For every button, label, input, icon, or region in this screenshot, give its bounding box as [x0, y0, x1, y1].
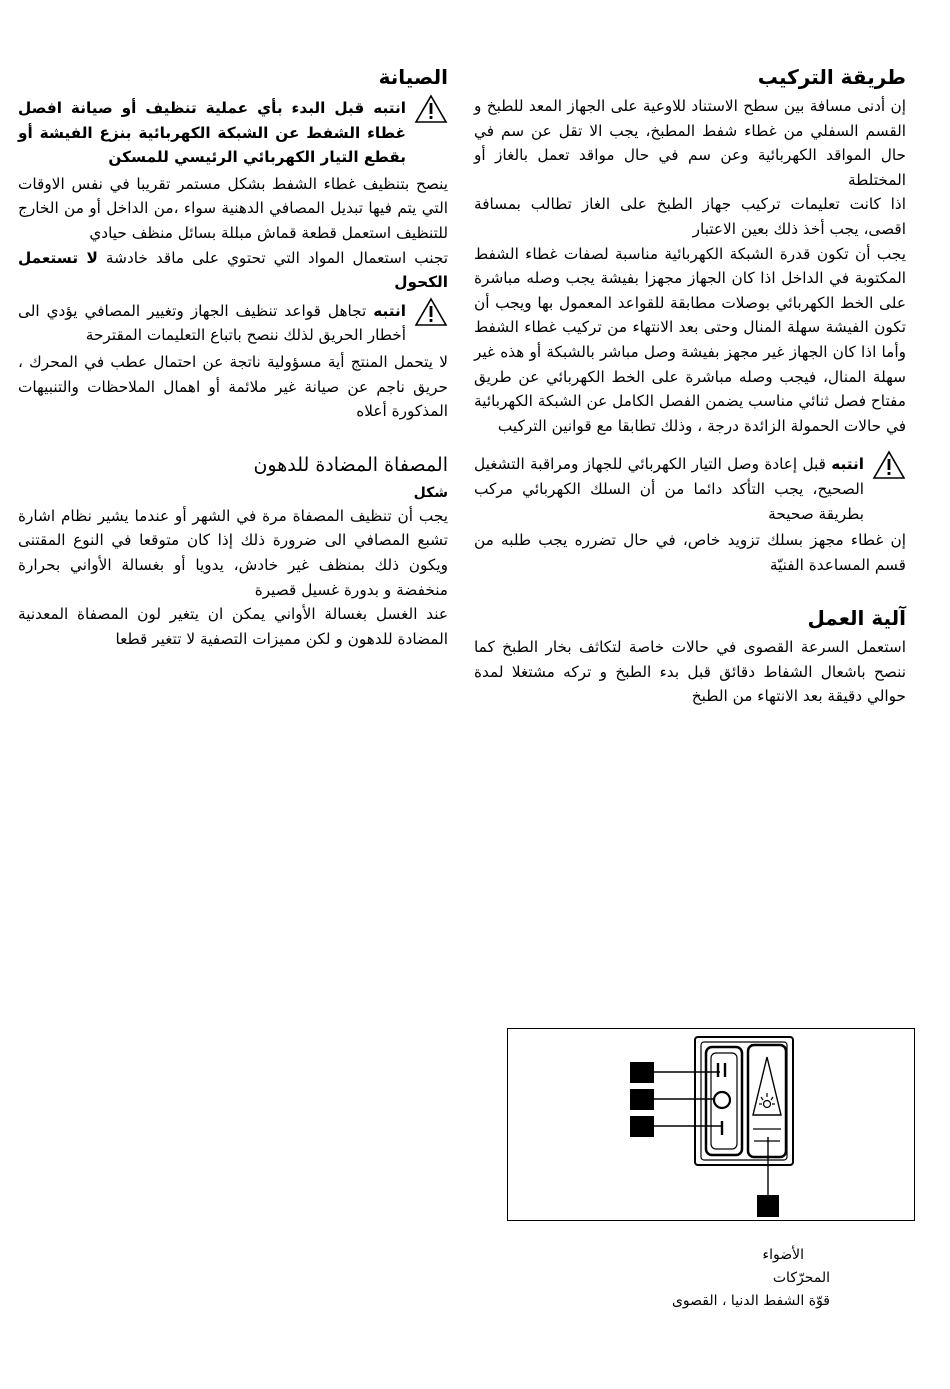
- grease-filter-subtitle: شكل: [413, 484, 448, 501]
- figure-captions: [560, 1244, 830, 1313]
- maintenance-para-2: [18, 246, 448, 295]
- caption-suction-power: قوّة الشفط الدنيا ، القصوى: [671, 1293, 830, 1309]
- warning-triangle-icon: [414, 94, 448, 124]
- installation-warning-label: انتبه: [831, 455, 864, 474]
- operation-title: آلية العمل: [807, 606, 906, 631]
- maintenance-warning-1: [18, 96, 448, 170]
- maintenance-para-3: لا يتحمل المنتج أية مسؤولية ناتجة عن احتمال عطب في المحرك ، حريق ناجم عن صيانة غير ملائمة أو اهمال الملاحظات والتنبيهات المذكورة أعلاه: [18, 352, 448, 421]
- control-panel-drawing: [508, 1029, 914, 1220]
- maintenance-warning-1-text: قبل البدء بأي عملية تنظيف أو صيانة افصل غطاء الشفط عن الشبكة الكهربائية بنزع الفيشة أو بقطع التيار الكهربائي الرئيسي للمسكن: [18, 99, 406, 167]
- installation-title: طريقة التركيب: [757, 65, 906, 89]
- maintenance-para-1: ينصح بتنظيف غطاء الشفط بشكل مستمر تقريبا في نفس الاوقات التي يتم فيها تبديل المصافي الدهنية سواء ،من الداخل أو من الخارج للتنظيف استعمل قطعة قماش مبللة بسائل منظف حيادي: [18, 174, 448, 242]
- warning-triangle-icon: [872, 450, 906, 480]
- caption-lights: الأضواء: [762, 1247, 804, 1263]
- maintenance-para-2-bold: لا تستعمل الكحول: [18, 248, 448, 292]
- maintenance-title: الصيانة: [378, 65, 448, 89]
- installation-para-1: إن أدنى مسافة بين سطح الاستناد للاوعية على الجهاز المعد للطبخ و القسم السفلي من غطاء شفط المطبخ، يجب الا تقل عن سم في حال المواقد الكهربائية وعن سم في حال مواقد تعمل بالغاز أو المختلطة: [474, 97, 906, 189]
- maintenance-warning-2-label: انتبه: [373, 301, 406, 320]
- left-column: [18, 58, 448, 651]
- installation-warning-text: قبل إعادة وصل التيار الكهربائي للجهاز ومراقبة التشغيل الصحيح، يجب التأكد دائما من أن السلك الكهربائي مركب بطريقة صحيحة: [474, 455, 864, 523]
- grease-filter-para-2: عند الغسل بغسالة الأواني يمكن ان يتغير لون المصفاة المعدنية المضادة للدهون و لكن مميزات التصفية لا تتغير قطعا: [18, 605, 448, 648]
- installation-warning: [474, 452, 906, 526]
- cable-note: إن غطاء مجهز بسلك تزويد خاص، في حال تضرره يجب طلبه من قسم المساعدة الفنيّة: [474, 531, 906, 574]
- maintenance-para-2-text: تجنب استعمال المواد التي تحتوي على ماقد خادشة: [105, 248, 448, 267]
- installation-para-2: اذا كانت تعليمات تركيب جهاز الطبخ على الغاز تطالب بمسافة اقصى، يجب أخذ ذلك بعين الاعتبار: [474, 195, 906, 238]
- grease-filter-para-1: يجب أن تنظيف المصفاة مرة في الشهر أو عندما يشير نظام اشارة تشبع المصافي الى ضرورة ذلك إذا كان متوقعا في النوع المقتنى ويكون ذلك بمنظف غير خادش، يدويا أو بغسالة الأواني بحرارة منخفضة و بدورة غسيل قصيرة: [18, 506, 448, 599]
- grease-filter-title: المصفاة المضادة للدهون: [253, 453, 448, 476]
- right-column: [474, 58, 906, 709]
- installation-para-3: يجب أن تكون قدرة الشبكة الكهربائية مناسبة لصفات غطاء الشفط المكتوبة في الداخل اذا كان الجهاز مجهزا بفيشة يجب وصله مباشرة على الخط الكهربائي بوصلات مطابقة للقواعد المعمول بها ويجب أن تكون الفيشة سهلة المنال وحتى بعد الانتهاء من تركيب غطاء الشفط وأما اذا كان الجهاز غير مجهز بفيشة وصل مباشر بالشبكة أو هذه غير سهلة المنال، فيجب وصله مباشرة على الخط الكهربائي عن طريق مفتاح فصل ثنائي مناسب يضمن الفصل الكامل عن الشبكة الكهربائية في حالات الحمولة الزائدة درجة ، وذلك تطابقا مع قوانين التركيب: [474, 244, 906, 435]
- maintenance-warning-1-label: انتبه: [373, 99, 407, 117]
- caption-motors: المحرّكات: [772, 1270, 830, 1286]
- control-panel-figure: [507, 1028, 915, 1221]
- maintenance-warning-2-text: تجاهل قواعد تنظيف الجهاز وتغيير المصافي يؤدي الى أخطار الحريق لذلك ننصح باتباع التعليمات المقترحة: [18, 301, 406, 345]
- warning-triangle-icon: [414, 297, 448, 327]
- operation-para-1: استعمل السرعة القصوى في حالات خاصة لتكاثف بخار الطبخ كما ننصح باشعال الشفاط دقائق قبل بدء الطبخ و تركه مشتغلا لمدة حوالي دقيقة بعد الانتهاء من الطبخ: [474, 638, 906, 706]
- maintenance-warning-2: [18, 299, 448, 348]
